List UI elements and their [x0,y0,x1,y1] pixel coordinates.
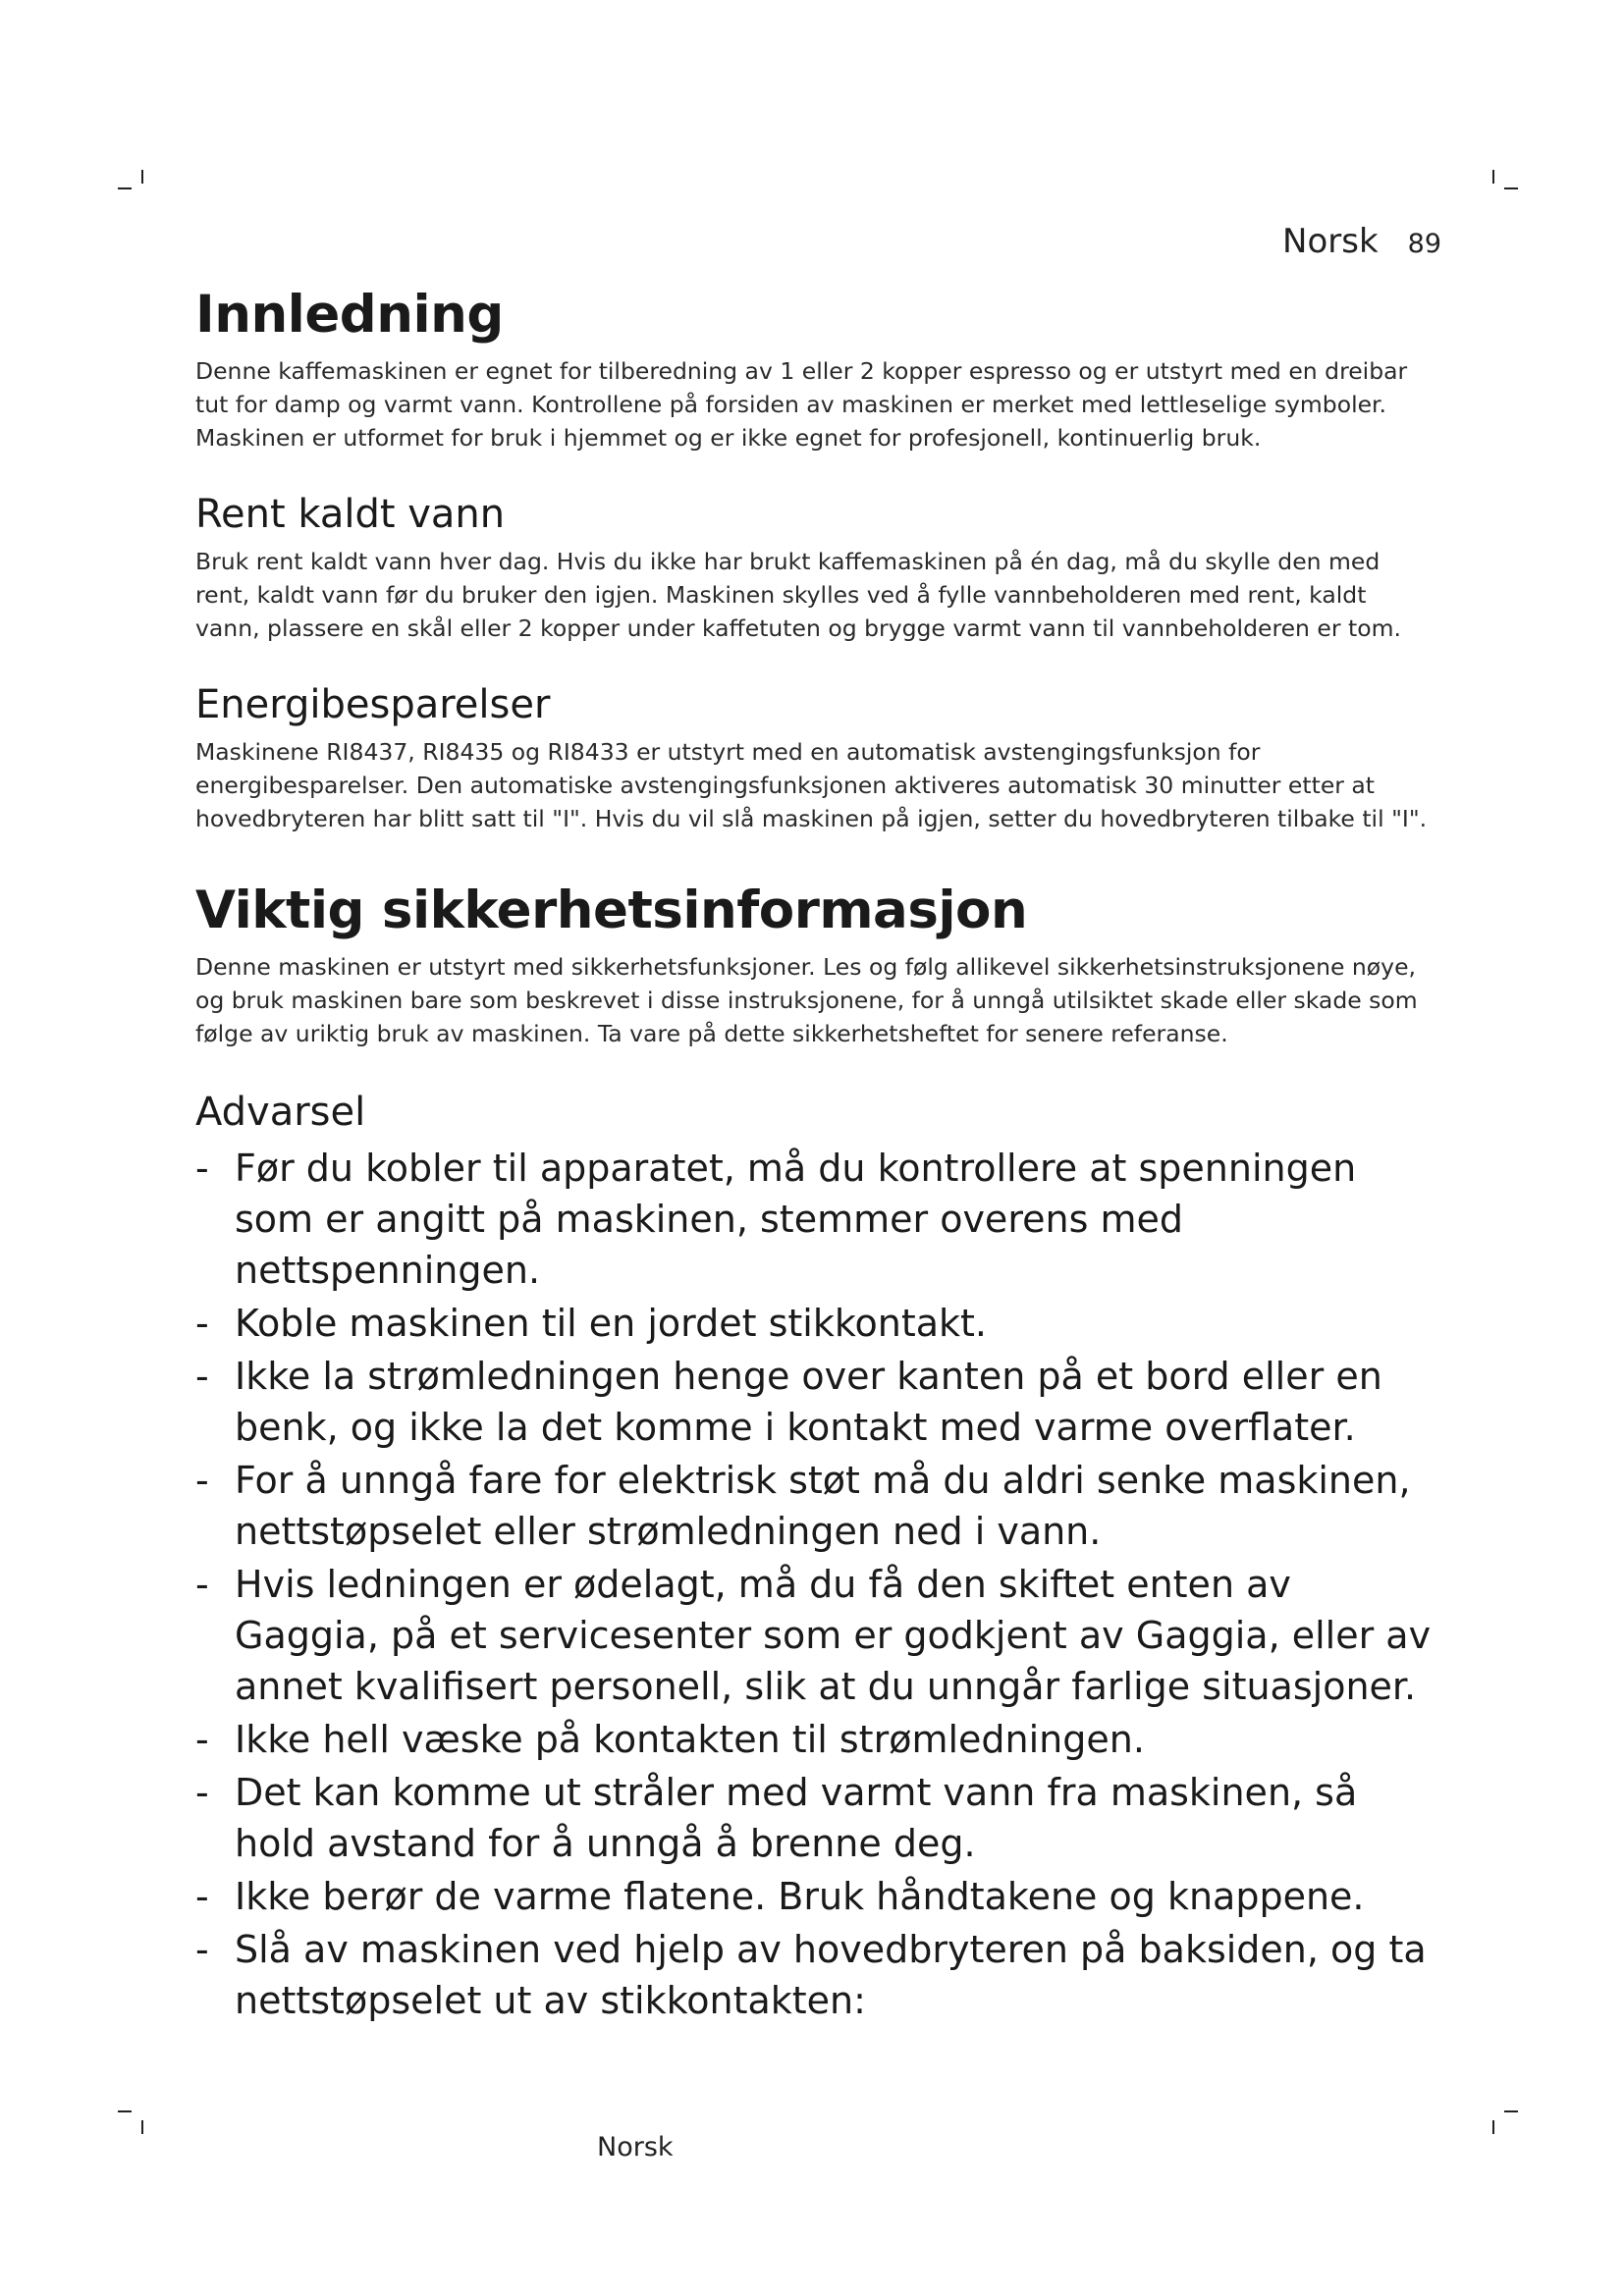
warning-text: Hvis ledningen er ødelagt, må du få den skiftet enten av Gaggia, på et servicesenter som er godkjent av Gaggia, eller av annet kvalifisert personell, slik at du unngår farlige situasjoner. [235,1563,1432,1708]
crop-mark-bottom-left-h [118,2110,132,2112]
list-dash: - [195,1928,209,1971]
crop-mark-top-left-h [118,187,132,189]
list-dash: - [195,1147,209,1190]
warning-item [195,1143,1433,1296]
list-dash: - [195,1302,209,1345]
section-title-sikkerhet: Viktig sikkerhetsinformasjon [195,881,1028,940]
warning-item [195,1871,1433,1922]
list-dash: - [195,1459,209,1502]
warning-list [195,1143,1433,2026]
warning-text: Ikke berør de varme flatene. Bruk håndtakene og knappene. [235,1875,1365,1918]
section-title-energibesparelser: Energibesparelser [195,682,551,727]
list-dash: - [195,1771,209,1814]
page-header [1282,222,1441,261]
header-language: Norsk [1282,222,1379,261]
crop-mark-bottom-right-v [1492,2120,1494,2134]
crop-mark-bottom-left-v [141,2120,143,2134]
list-dash: - [195,1875,209,1918]
warning-item [195,1924,1433,2026]
section-title-rent-kaldt-vann: Rent kaldt vann [195,492,506,537]
warning-text: Ikke hell væske på kontakten til strømledningen. [235,1718,1145,1761]
warning-item [195,1351,1433,1453]
page-content [195,285,1433,2028]
crop-mark-top-left-v [141,170,143,184]
crop-mark-top-right-h [1504,187,1518,189]
warning-text: Slå av maskinen ved hjelp av hovedbryteren på baksiden, og ta nettstøpselet ut av stikkontakten: [235,1928,1427,2022]
warning-text: Ikke la strømledningen henge over kanten på et bord eller en benk, og ikke la det komme i kontakt med varme overflater. [235,1355,1382,1449]
crop-mark-bottom-right-h [1504,2110,1518,2112]
section-text-innledning: Denne kaffemaskinen er egnet for tilberedning av 1 eller 2 kopper espresso og er utstyrt med en dreibar tut for damp og varmt vann. Kontrollene på forsiden av maskinen er merket med lettleselige symboler. Maskinen er utformet for bruk i hjemmet og er ikke egnet for profesjonell, kontinuerlig bruk. [195,357,1408,452]
page-number: 89 [1407,229,1441,259]
warning-item [195,1714,1433,1765]
section-text-energibesparelser: Maskinene RI8437, RI8435 og RI8433 er utstyrt med en automatisk avstengingsfunksjon for energibesparelser. Den automatiske avstengingsfunksjonen aktiveres automatisk 30 minutter etter at hovedbryteren har blitt satt til "I". Hvis du vil slå maskinen på igjen, setter du hovedbryteren tilbake til "I". [195,738,1428,832]
warning-item [195,1767,1433,1869]
section-title-advarsel: Advarsel [195,1090,366,1135]
section-text-rent-kaldt-vann: Bruk rent kaldt vann hver dag. Hvis du ikke har brukt kaffemaskinen på én dag, må du skylle den med rent, kaldt vann før du bruker den igjen. Maskinen skylles ved å fylle vannbeholderen med rent, kaldt vann, plassere en skål eller 2 kopper under kaffetuten og brygge varmt vann til vannbeholderen er tom. [195,548,1401,642]
list-dash: - [195,1718,209,1761]
section-text-sikkerhet: Denne maskinen er utstyrt med sikkerhetsfunksjoner. Les og følg allikevel sikkerhetsinstruksjonene nøye, og bruk maskinen bare som beskrevet i disse instruksjonene, for å unngå utilsiktet skade eller skade som følge av uriktig bruk av maskinen. Ta vare på dette sikkerhetsheftet for senere referanse. [195,953,1418,1047]
warning-text: Koble maskinen til en jordet stikkontakt. [235,1302,987,1345]
list-dash: - [195,1563,209,1606]
warning-text: For å unngå fare for elektrisk støt må du aldri senke maskinen, nettstøpselet eller strømledningen ned i vann. [235,1459,1411,1553]
page-footer: Norsk [597,2132,674,2163]
warning-item [195,1455,1433,1557]
list-dash: - [195,1355,209,1398]
warning-item [195,1559,1433,1712]
warning-text: Før du kobler til apparatet, må du kontrollere at spenningen som er angitt på maskinen, stemmer overens med nettspenningen. [235,1147,1357,1292]
warning-item [195,1298,1433,1349]
warning-text: Det kan komme ut stråler med varmt vann fra maskinen, så hold avstand for å unngå å brenne deg. [235,1771,1358,1865]
crop-mark-top-right-v [1492,170,1494,184]
section-title-innledning: Innledning [195,285,504,345]
